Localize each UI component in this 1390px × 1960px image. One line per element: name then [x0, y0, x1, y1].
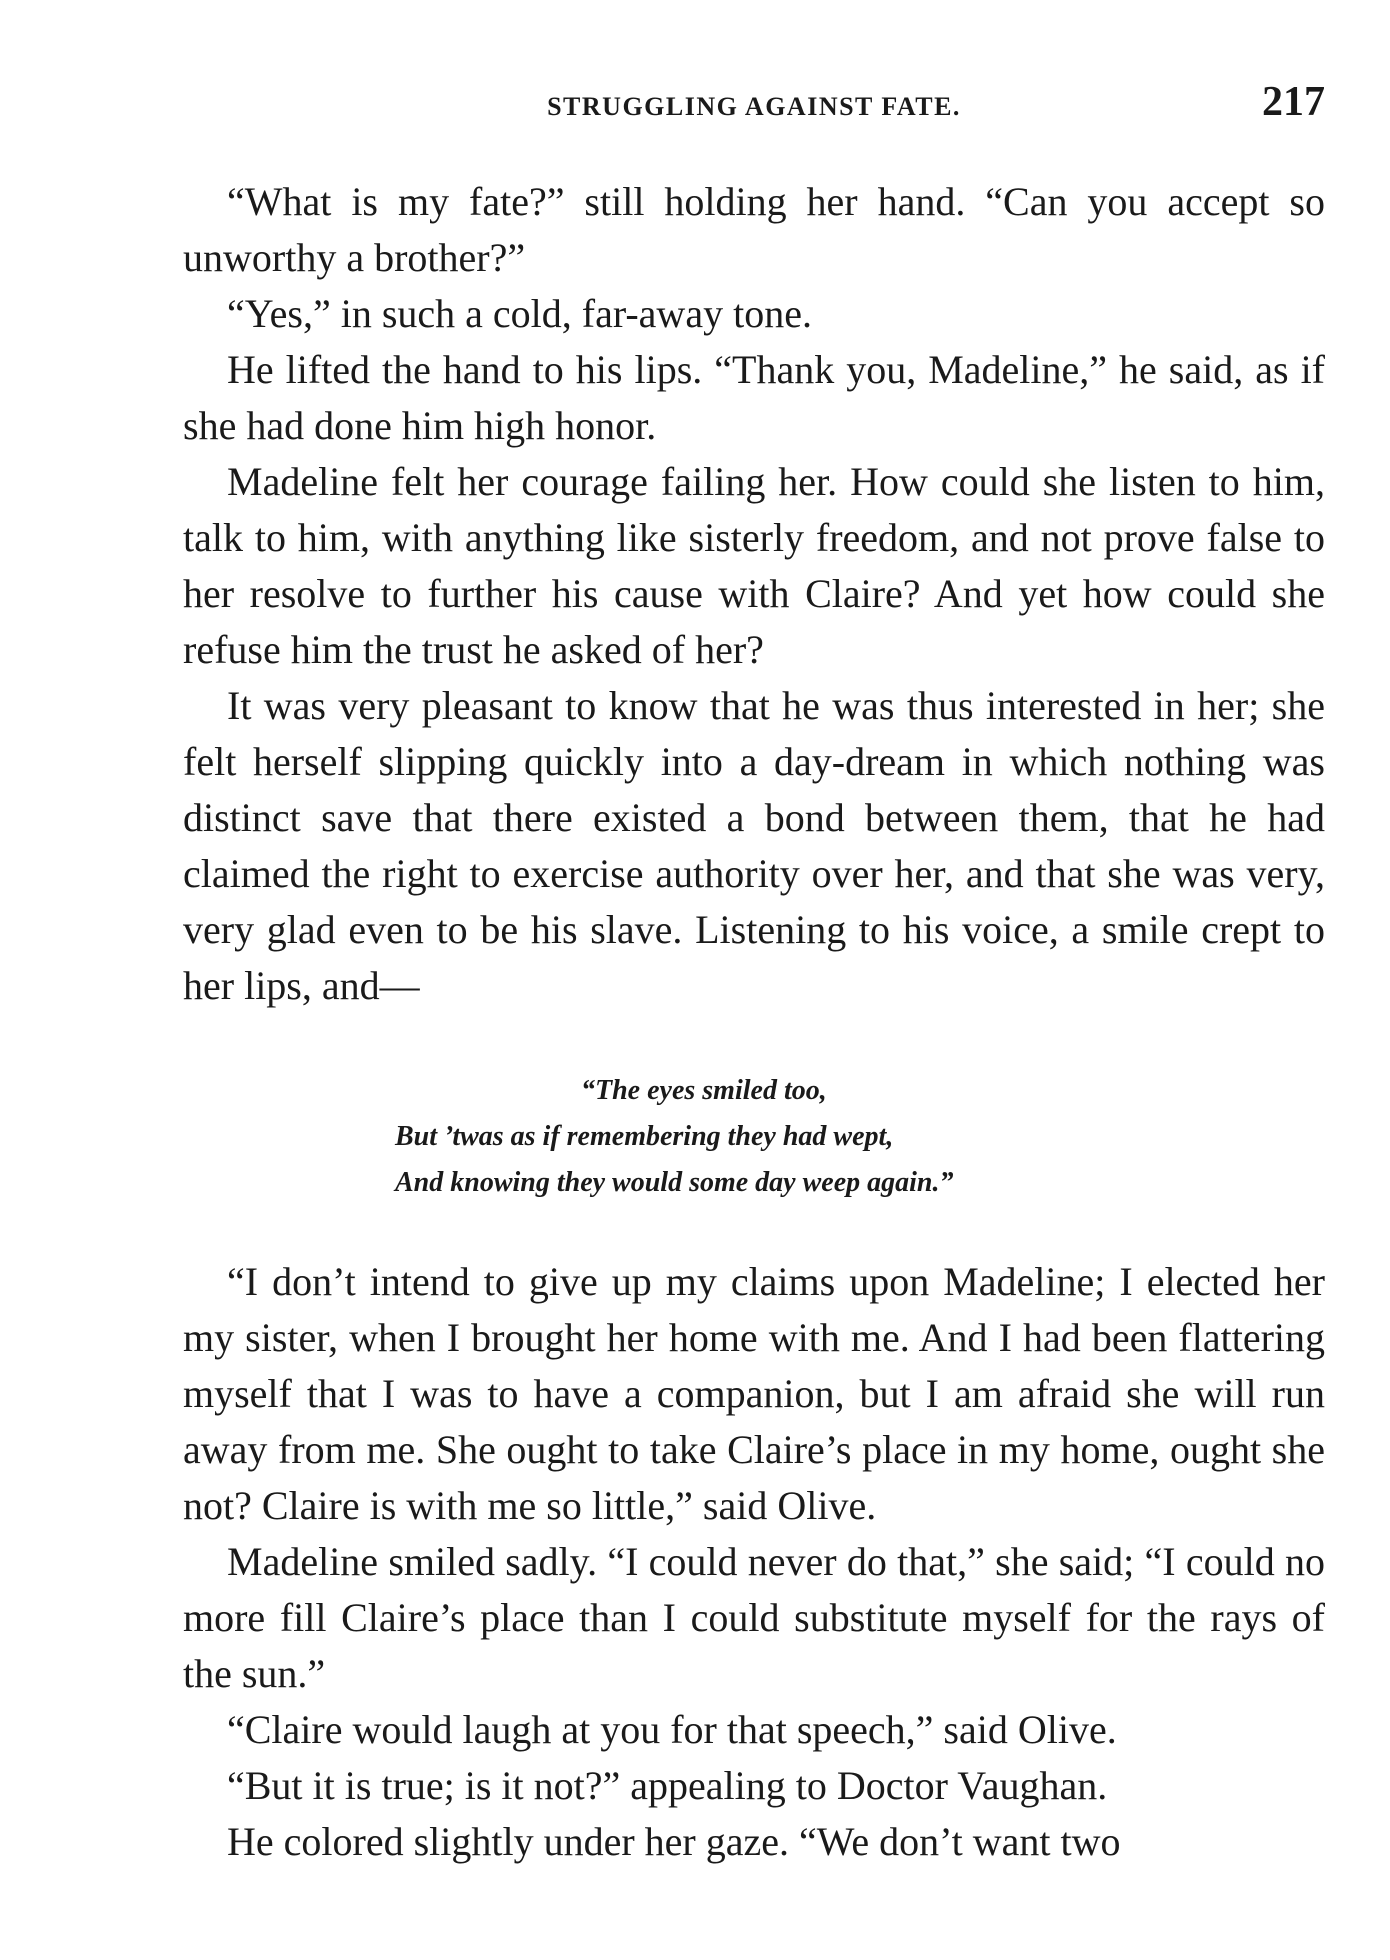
paragraph: “What is my fate?” still holding her hand. “Can you accept so unworthy a brother?” [183, 179, 1325, 280]
running-head [183, 72, 1325, 142]
paragraph: “But it is true; is it not?” appealing to Doctor Vaughan. [227, 1763, 1108, 1808]
body-text [183, 174, 1325, 1870]
poem-line: And knowing they would some day weep again.” [395, 1167, 954, 1198]
paragraph: “Yes,” in such a cold, far-away tone. [227, 291, 812, 336]
poem-line: “The eyes smiled too, [581, 1075, 827, 1106]
paragraph: Madeline smiled sadly. “I could never do that,” she said; “I could no more fill Claire’s place than I could substitute myself for the rays of the sun.” [183, 1539, 1325, 1696]
paragraph: He colored slightly under her gaze. “We don’t want two [227, 1819, 1121, 1864]
paragraph: “Claire would laugh at you for that speech,” said Olive. [227, 1707, 1117, 1752]
poem-line: But ’twas as if remembering they had wept, [395, 1121, 894, 1152]
paragraph: It was very pleasant to know that he was thus interested in her; she felt herself slipping quickly into a day-dream in which nothing was distinct save that there existed a bond between them, that he had claimed the right to exercise authority over her, and that she was very, very glad even to be his slave. Listening to his voice, a smile crept to her lips, and— [183, 683, 1325, 1008]
paragraph: “I don’t intend to give up my claims upon Madeline; I elected her my sister, when I brought her home with me. And I had been flattering myself that I was to have a companion, but I am afraid she will run away from me. She ought to take Claire’s place in my home, ought she not? Claire is with me so little,” said Olive. [183, 1259, 1325, 1528]
book-page [183, 72, 1325, 1870]
page-number: 217 [1262, 79, 1325, 125]
running-title: STRUGGLING AGAINST FATE. [547, 92, 961, 121]
paragraph: Madeline felt her courage failing her. How could she listen to him, talk to him, with anything like sisterly freedom, and not prove false to her resolve to further his cause with Claire? And yet how could she refuse him the trust he asked of her? [183, 459, 1325, 672]
paragraph: He lifted the hand to his lips. “Thank you, Madeline,” he said, as if she had done him high honor. [183, 347, 1325, 448]
poem-quotation [183, 1068, 1325, 1206]
